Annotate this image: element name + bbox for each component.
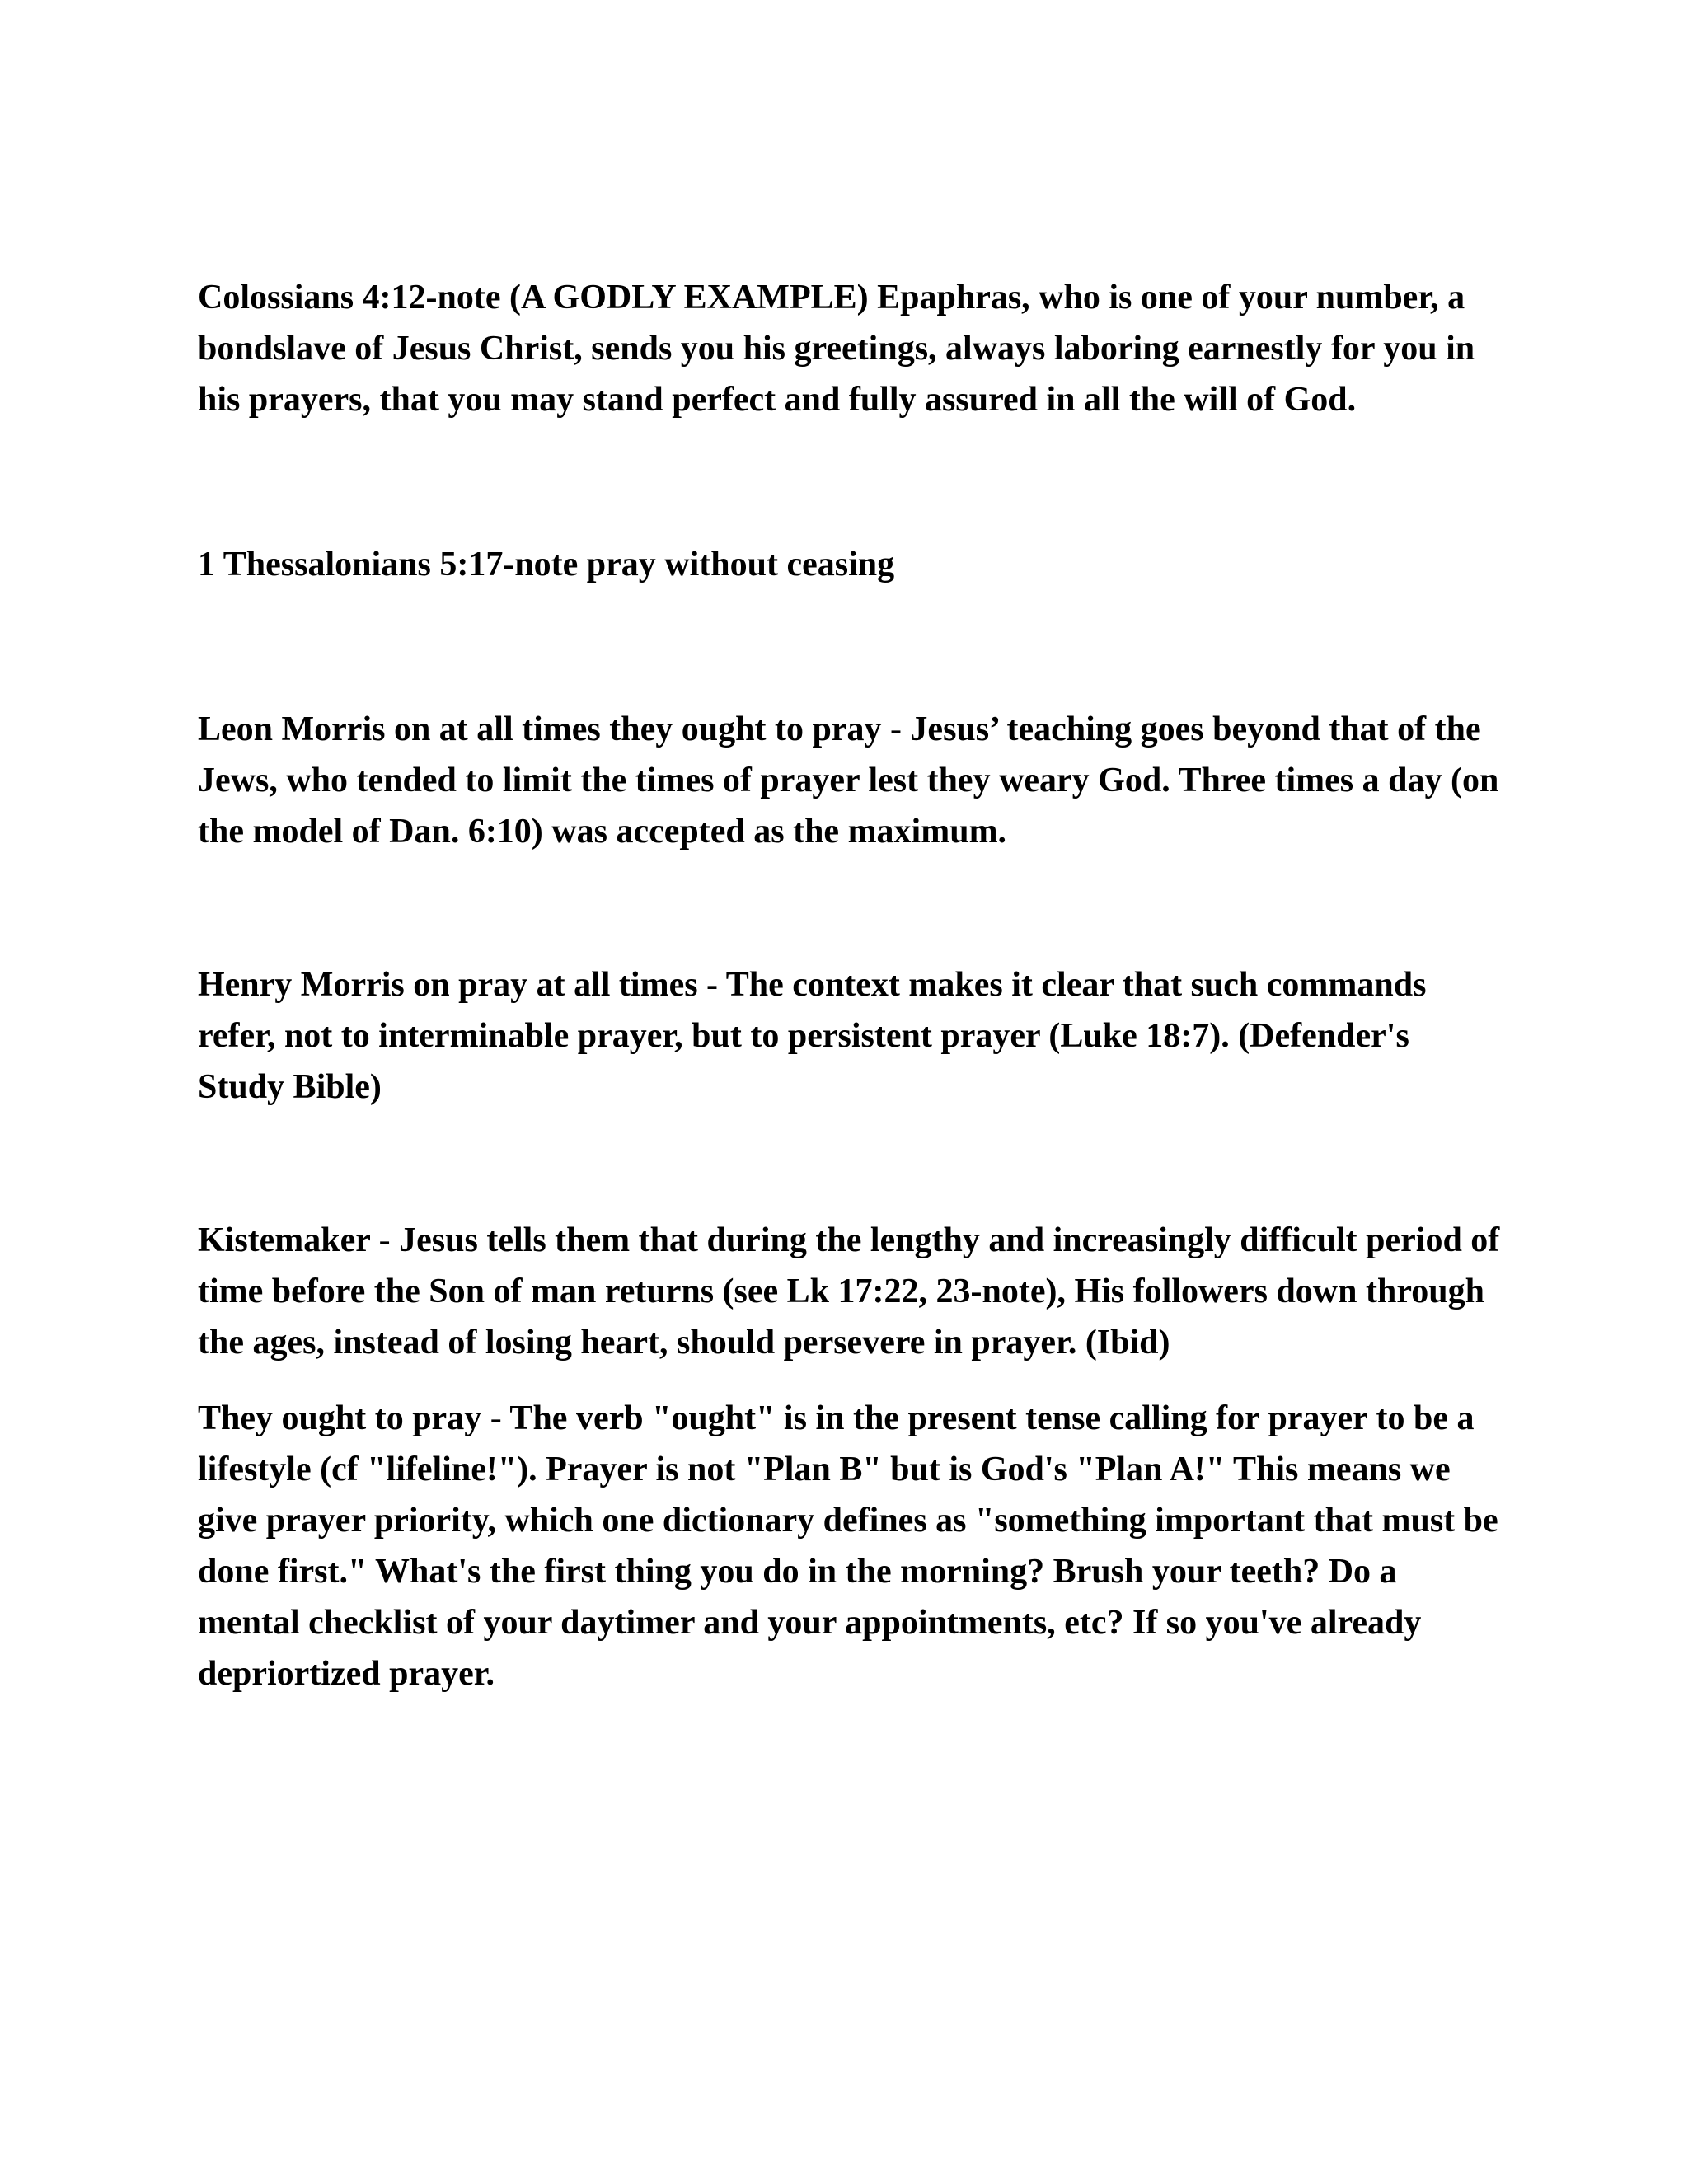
paragraph-they-ought-to-pray: They ought to pray - The verb "ought" is in the present tense calling for prayer to be a lifestyle (cf "lifeline!"). Prayer is not "Plan B" but is God's "Plan A!" This means we give prayer priority, which one dictionary defines as "something important that must be done first." What's the first thing you do in the morning? Brush your teeth? Do a mental checklist of your daytimer and your appointments, etc? If so you've already depriortized prayer. <box>198 1399 1498 1693</box>
document-body <box>198 272 1500 1699</box>
paragraph-colossians: Colossians 4:12-note (A GODLY EXAMPLE) Epaphras, who is one of your number, a bondslave of Jesus Christ, sends you his greetings, always laboring earnestly for you in his prayers, that you may stand perfect and fully assured in all the will of God. <box>198 279 1475 419</box>
paragraph-kistemaker: Kistemaker - Jesus tells them that during the lengthy and increasingly difficult period of time before the Son of man returns (see Lk 17:22, 23-note), His followers down through the ages, instead of losing heart, should persevere in prayer. (Ibid) <box>198 1221 1500 1361</box>
paragraph-leon-morris: Leon Morris on at all times they ought to pray - Jesus’ teaching goes beyond that of the Jews, who tended to limit the times of prayer lest they weary God. Three times a day (on the model of Dan. 6:10) was accepted as the maximum. <box>198 710 1499 851</box>
paragraph-thessalonians: 1 Thessalonians 5:17-note pray without ceasing <box>198 546 895 583</box>
paragraph-henry-morris: Henry Morris on pray at all times - The context makes it clear that such commands refer, not to interminable prayer, but to persistent prayer (Luke 18:7). (Defender's Study Bible) <box>198 966 1427 1106</box>
